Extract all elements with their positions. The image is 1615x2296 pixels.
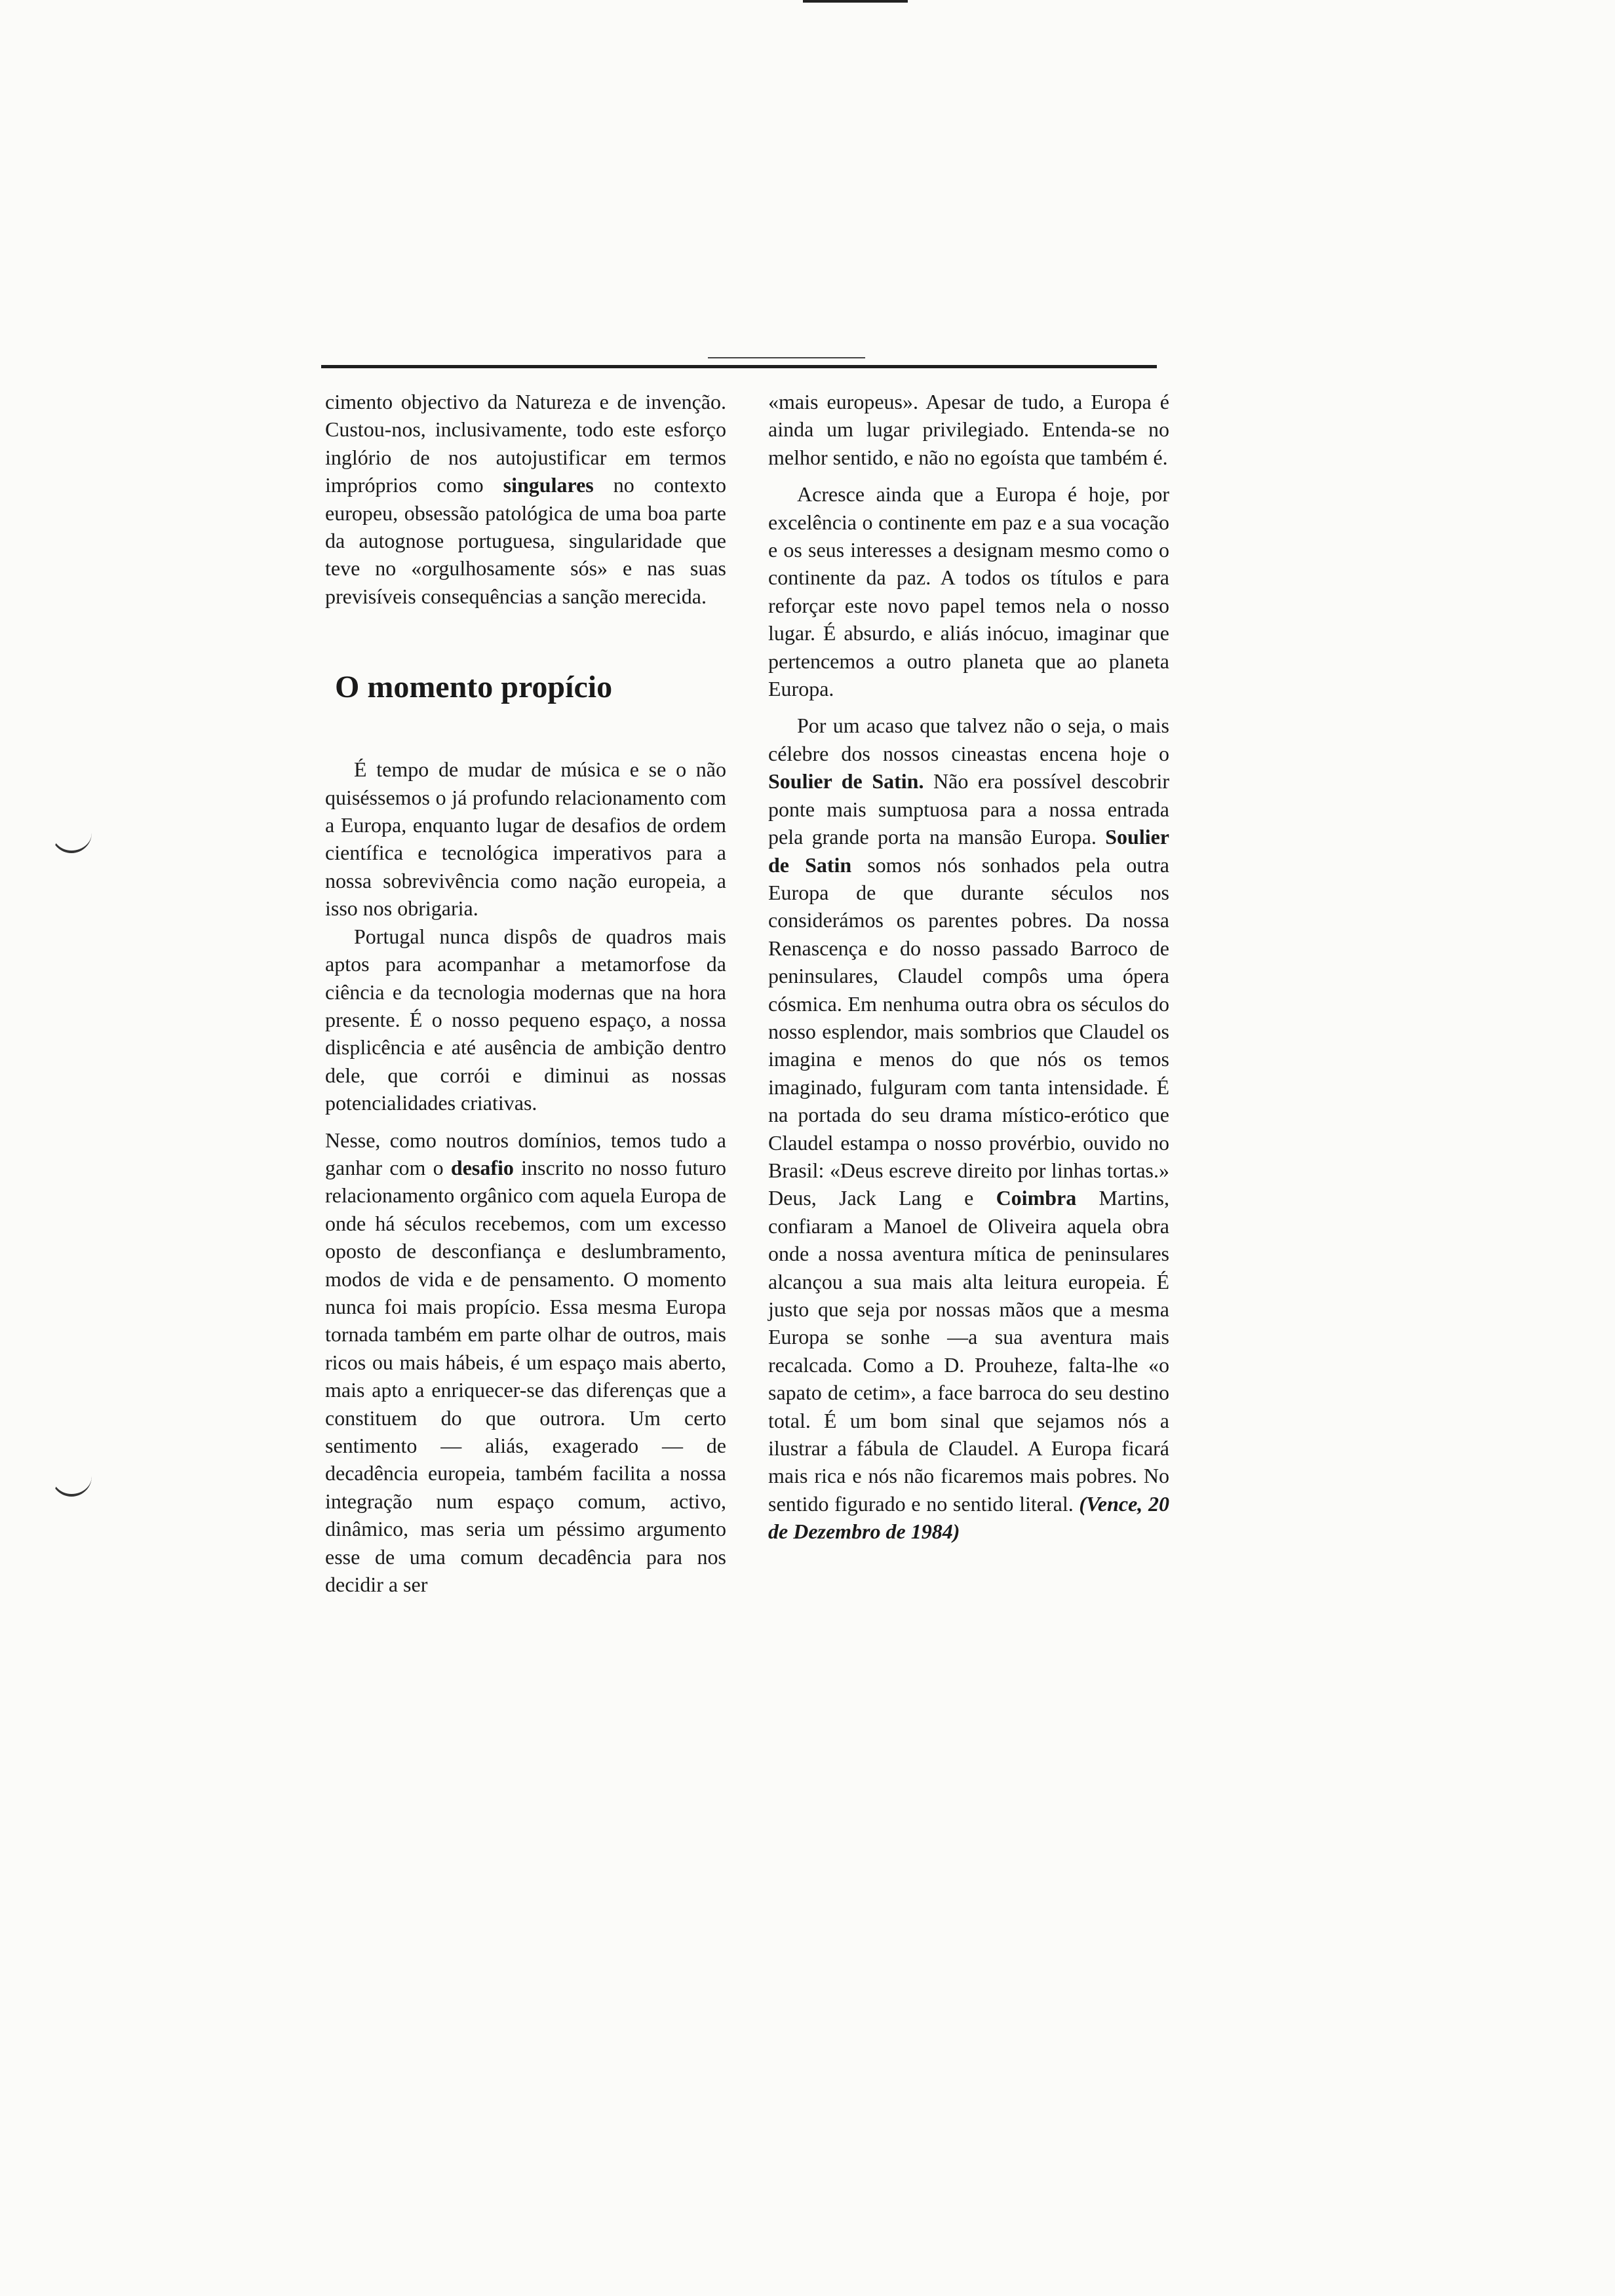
text-run: Martins, confiaram a Manoel de Oliveira aquela obra onde a nossa aventura mítica de peninsulares alcançou a sua mais alta leitura europeia. É justo que seja por nossas mãos que a mesma Europa se sonhe —a sua aventura mais recalcada. Como a D. Prouheze, falta-lhe «o sapato de cetim», a face barroca do seu destino total. É um bom sinal que sejamos nós a ilustrar a fábula de Claudel. A Europa ficará mais rica e nós não ficaremos mais pobres. No sentido figurado e no sentido literal.: [768, 1186, 1170, 1516]
text-run: somos nós sonhados pela outra Europa de que durante séculos nos considerámos os parentes pobres. Da nossa Renascença e do nosso passado Barroco de peninsulares, Claudel compôs uma ópera cósmica. Em nenhuma outra obra os séculos do nosso esplendor, mais sombrios que Claudel os imagina e menos do que nós os temos imaginado, fulguram com tanta intensidade. É na portada do seu drama místico-erótico que Claudel estampa o nosso provérbio, ouvido no Brasil: «Deus escreve direito por linhas tortas.» Deus, Jack Lang e: [768, 852, 1170, 1210]
top-edge-rule: [803, 0, 908, 3]
paragraph: É tempo de mudar de música e se o não quiséssemos o já profundo relacionamento com a Europa, enquanto lugar de desafios de ordem científica e tecnológica imperativos para a nossa sobrevivência como nação europeia, a isso nos obrigaria.: [325, 757, 726, 921]
left-column: [325, 388, 726, 1598]
bold-title: Soulier de Satin: [768, 825, 1169, 877]
text-run: inscrito no nosso futuro relacionamento orgânico com aquela Europa de onde há séculos recebemos, com um excesso oposto de desconfiança e deslumbramento, modos de vida e de pensamento. O momento nunca foi mais propício. Essa mesma Europa tornada também em parte olhar de outros, mais ricos ou mais hábeis, é um espaço mais aberto, mais apto a enriquecer-se das diferenças que a constituem do que outrora. Um certo sentimento — aliás, exagerado — de decadência europeia, também facilita a nossa integração num espaço comum, activo, dinâmico, mas seria um péssimo argumento esse de uma comum decadência para nos decidir a ser: [325, 1155, 726, 1597]
header-rule: [321, 365, 1157, 368]
paragraph: [325, 1126, 726, 1599]
bold-name: Coimbra: [996, 1186, 1077, 1210]
dateline-signature: (Vence, 20 de Dezembro de 1984): [768, 1491, 1169, 1544]
right-column: [768, 388, 1169, 1546]
paragraph: Acresce ainda que a Europa é hoje, por excelência o continente em paz e a sua vocação e os seus interesses a designam mesmo como o continente da paz. A todos os títulos e para reforçar este novo papel temos nela o nosso lugar. É absurdo, e aliás inócuo, imaginar que pertencemos a outro planeta que ao planeta Europa.: [768, 482, 1169, 701]
bold-term: singulares: [503, 473, 594, 497]
paragraph: «mais europeus». Apesar de tudo, a Europa é ainda um lugar privilegiado. Entenda-se no melhor sentido, e não no egoísta que também é.: [768, 390, 1169, 469]
bold-term: desafio: [450, 1155, 514, 1179]
binding-mark: [51, 1474, 92, 1497]
section-title: O momento propício: [335, 670, 613, 705]
text-run: Nesse, como noutros domínios, temos tudo a ganhar com o: [325, 1128, 726, 1179]
bold-title: Soulier de Satin.: [768, 769, 924, 794]
text-run: no contexto europeu, obsessão patológica de uma boa parte da autognose portuguesa, singularidade que teve no «orgulhosamente sós» e nas suas previsíveis consequências a sanção merecida.: [325, 473, 727, 608]
binding-mark: [51, 831, 92, 853]
header-thin-rule: [708, 357, 865, 358]
text-run: Por um acaso que talvez não o seja, o mais célebre dos nossos cineastas encena hoje o: [768, 714, 1169, 765]
paragraph: Portugal nunca dispôs de quadros mais aptos para acompanhar a metamorfose da ciência e da tecnologia modernas que na hora presente. É o nosso pequeno espaço, a nossa displicência e até ausência de ambição dentro dele, que corrói e diminui as nossas potencialidades criativas.: [325, 924, 726, 1115]
text-run: Não era possível descobrir ponte mais sumptuosa para a nossa entrada pela grande porta na mansão Europa.: [768, 769, 1169, 849]
paragraph: [768, 712, 1169, 1545]
intro-paragraph: [325, 388, 726, 610]
text-run: cimento objectivo da Natureza e de invenção. Custou-nos, inclusivamente, todo este esforço inglório de nos autojustificar em termos impróprios como: [325, 390, 726, 497]
